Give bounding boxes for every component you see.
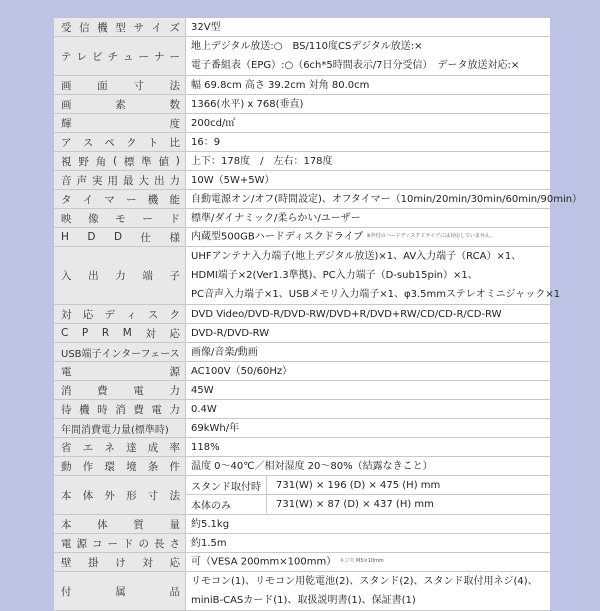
- spec-row: [54, 419, 550, 438]
- spec-row: [54, 171, 550, 190]
- spec-value: 200cd/㎡: [191, 117, 236, 129]
- spec-label: 消 費 電 力: [54, 381, 186, 399]
- spec-value: 幅 69.8cm 高さ 39.2cm 対角 80.0cm: [191, 79, 370, 91]
- spec-row: [54, 343, 550, 362]
- spec-note: ※外付のハードディスクドライブには対応していません。: [366, 233, 496, 240]
- spec-row: [54, 133, 550, 152]
- spec-label: H D D 仕 様: [54, 228, 186, 246]
- spec-label: 視 野 角 ( 標 準 値 ): [54, 152, 186, 170]
- spec-label: 対 応 デ ィ ス ク: [54, 305, 186, 323]
- spec-row: [54, 381, 550, 400]
- spec-label: 待 機 時 消 費 電 力: [54, 400, 186, 418]
- spec-row-dimensions: [54, 476, 550, 515]
- spec-value: 温度 0～40℃／相対湿度 20～80%（結露なきこと）: [191, 460, 433, 472]
- spec-row: [54, 18, 550, 37]
- spec-row: [54, 228, 550, 247]
- spec-label: タ イ マ ー 機 能: [54, 190, 186, 208]
- spec-value: 118%: [191, 441, 220, 453]
- spec-row: [54, 515, 550, 534]
- spec-row: [54, 534, 550, 553]
- spec-label: 映 像 モ ー ド: [54, 209, 186, 227]
- spec-row: [54, 438, 550, 457]
- spec-label: 電 源: [54, 362, 186, 380]
- spec-label: ア ス ペ ク ト 比: [54, 133, 186, 151]
- spec-row: [54, 95, 550, 114]
- spec-label: 画 素 数: [54, 95, 186, 113]
- spec-row: [54, 400, 550, 419]
- spec-row: [54, 76, 550, 95]
- spec-label: 画 面 寸 法: [54, 76, 186, 94]
- spec-row: [54, 457, 550, 476]
- spec-label: 省 エ ネ 達 成 率: [54, 438, 186, 456]
- spec-table: [54, 18, 583, 611]
- spec-value: AC100V（50/60Hz）: [191, 365, 293, 377]
- spec-label: 輝 度: [54, 114, 186, 132]
- spec-label: 付 属 品: [54, 572, 186, 610]
- spec-value: 約5.1kg: [191, 518, 230, 530]
- spec-value: 標準/ダイナミック/柔らかい/ユーザー: [191, 212, 361, 224]
- spec-value: 自動電源オン/オフ(時間設定)、オフタイマー（10min/20min/30min/60min/90min）: [191, 193, 583, 205]
- spec-value: 地上デジタル放送:○ BS/110度CSデジタル放送:× 電子番組表（EPG）:○（6ch*5時間表示/7日分受信） データ放送対応:×: [191, 41, 520, 71]
- spec-label: 本 体 質 量: [54, 515, 186, 533]
- spec-value: 可（VESA 200mm×100mm） ネジ穴 M5×10mm: [191, 556, 384, 568]
- spec-value: 16：9: [191, 136, 221, 148]
- dimension-subrow: スタンド取付時 731(W) × 196 (D) × 475 (H) mm: [186, 476, 550, 495]
- spec-label: テ レ ビ チ ュ ー ナ ー: [54, 37, 186, 75]
- spec-value: 内蔵型500GBハードディスクドライブ ※外付のハードディスクドライブには対応していません。: [191, 231, 496, 243]
- spec-value: 32V型: [191, 21, 221, 33]
- spec-row: [54, 37, 550, 76]
- spec-row: [54, 362, 550, 381]
- spec-row: [54, 247, 561, 305]
- spec-value: UHFアンテナ入力端子(地上デジタル放送)×1、AV入力端子（RCA）×1、 HDMI端子×2(Ver1.3準拠)、PC入力端子（D-sub15pin）×1、 PC音声入力端子×1、USBメモリ入力端子×1、φ3.5mmステレオミニジャック×1: [191, 251, 561, 300]
- spec-label: 動 作 環 境 条 件: [54, 457, 186, 475]
- spec-label: 年間消費電力量(標準時): [54, 419, 186, 437]
- spec-row: [54, 114, 550, 133]
- spec-value: DVD-R/DVD-RW: [191, 327, 270, 339]
- spec-value: DVD Video/DVD-R/DVD-RW/DVD+R/DVD+RW/CD/CD-R/CD-RW: [191, 308, 502, 320]
- spec-row: [54, 305, 550, 324]
- spec-value: 45W: [191, 384, 214, 396]
- spec-row: [54, 190, 583, 209]
- spec-value: 1366(水平) x 768(垂直): [191, 98, 304, 110]
- spec-value: 上下：178度 / 左右：178度: [191, 155, 333, 167]
- spec-value: リモコン(1)、リモコン用乾電池(2)、スタンド(2)、スタンド取付用ネジ(4)、 miniB-CASカード(1)、取扱説明書(1)、保証書(1): [191, 576, 538, 606]
- spec-row: [54, 152, 550, 171]
- spec-label: 音 声 実 用 最 大 出 力: [54, 171, 186, 189]
- spec-value: 画像/音楽/動画: [191, 346, 258, 358]
- spec-row: [54, 553, 550, 572]
- spec-label: 入 出 力 端 子: [54, 247, 186, 304]
- spec-label: 受 信 機 型 サ イ ズ: [54, 18, 186, 36]
- spec-label: 電 源 コ ー ド の 長 さ: [54, 534, 186, 552]
- spec-value: 69kWh/年: [191, 422, 240, 434]
- spec-row: [54, 572, 550, 611]
- spec-label: USB端子インターフェース: [54, 343, 186, 361]
- spec-value: 0.4W: [191, 403, 217, 415]
- spec-label: C P R M 対 応: [54, 324, 186, 342]
- spec-label: 壁 掛 け 対 応: [54, 553, 186, 571]
- spec-row: [54, 209, 550, 228]
- spec-label: 本 体 外 形 寸 法: [54, 476, 186, 514]
- spec-row: [54, 324, 550, 343]
- spec-note: ネジ穴 M5×10mm: [339, 558, 384, 565]
- spec-value: 約1.5m: [191, 537, 227, 549]
- dimension-subrow: 本体のみ 731(W) × 87 (D) × 437 (H) mm: [186, 495, 550, 513]
- spec-value: 10W（5W+5W）: [191, 174, 275, 186]
